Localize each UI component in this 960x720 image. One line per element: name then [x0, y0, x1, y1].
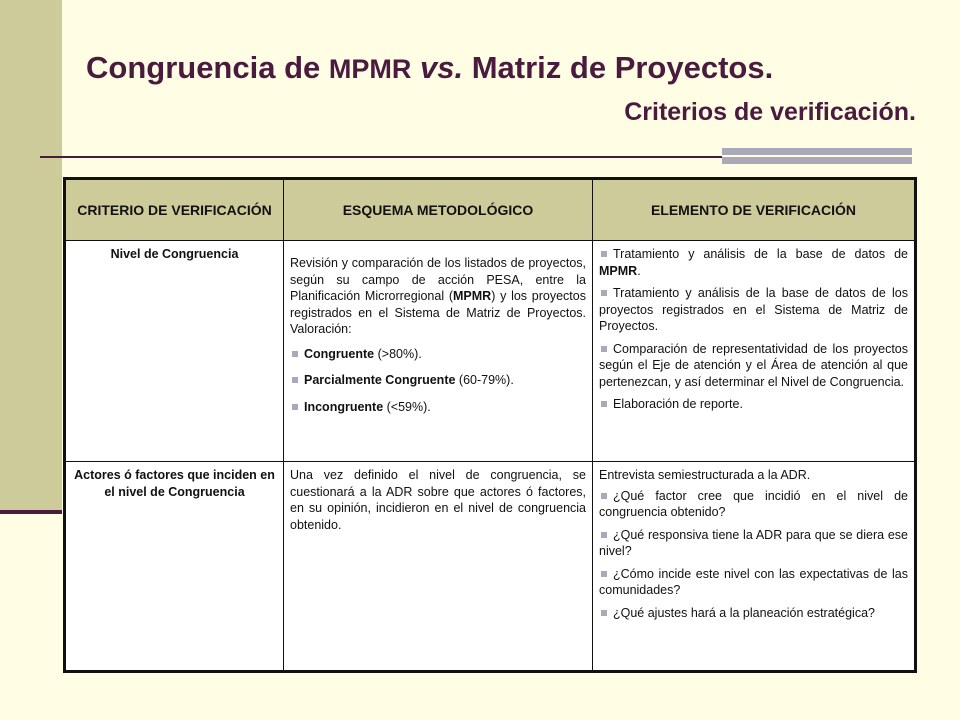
list-item: Tratamiento y análisis de la base de datos de los proyectos registrados en el Sistema de Matriz de Proyectos.	[599, 286, 908, 333]
elemento-list	[599, 246, 908, 413]
list-item: Parcialmente Congruente (60-79%).	[290, 372, 586, 389]
table-row	[65, 241, 916, 462]
header-criterio: CRITERIO DE VERIFICACIÓN	[65, 179, 284, 241]
elemento-cell	[593, 241, 916, 462]
elemento-cell	[593, 462, 916, 672]
verification-table	[63, 177, 917, 673]
table-row	[65, 462, 916, 672]
list-item: ¿Cómo incide este nivel con las expectativas de las comunidades?	[599, 566, 908, 597]
list-item: Incongruente (<59%).	[290, 399, 586, 416]
esquema-text: Una vez definido el nivel de congruencia, se cuestionará a la ADR sobre que actores ó factores, en su opinión, incidieron en el nivel de congruencia obtenido.	[290, 468, 586, 532]
pregunta-list	[599, 488, 908, 622]
left-decorative-band	[0, 0, 62, 512]
table-header-row	[65, 179, 916, 241]
esquema-text: Revisión y comparación de los listados de proyectos, según su campo de acción PESA, entre la Planificación Microrregional (MPMR) y los proyectos registrados en el Sistema de Matriz de Proyectos. Valoración:	[290, 256, 586, 336]
elemento-intro: Entrevista semiestructurada a la ADR.	[599, 468, 811, 482]
esquema-cell	[284, 462, 593, 672]
header-esquema: ESQUEMA METODOLÓGICO	[284, 179, 593, 241]
list-item: Tratamiento y análisis de la base de datos de MPMR.	[599, 247, 908, 278]
slide-subtitle: Criterios de verificación.	[624, 98, 916, 126]
list-item: Congruente (>80%).	[290, 346, 586, 363]
divider-accent-block	[722, 148, 912, 164]
list-item: ¿Qué ajustes hará a la planeación estratégica?	[599, 605, 908, 622]
left-band-underline	[0, 510, 62, 514]
slide-title: Congruencia de MPMR vs. Matriz de Proyectos.	[86, 50, 774, 85]
criterio-cell: Actores ó factores que inciden en el nivel de Congruencia	[65, 462, 284, 672]
header-elemento: ELEMENTO DE VERIFICACIÓN	[593, 179, 916, 241]
list-item: ¿Qué factor cree que incidió en el nivel de congruencia obtenido?	[599, 488, 908, 519]
criterio-cell: Nivel de Congruencia	[65, 241, 284, 462]
esquema-cell	[284, 241, 593, 462]
list-item: Elaboración de reporte.	[599, 396, 908, 413]
valoracion-list	[290, 346, 586, 416]
list-item: Comparación de representatividad de los proyectos según el Eje de atención y el Área de atención al que pertenezcan, y así determinar el Nivel de Congruencia.	[599, 341, 908, 389]
list-item: ¿Qué responsiva tiene la ADR para que se diera ese nivel?	[599, 527, 908, 558]
